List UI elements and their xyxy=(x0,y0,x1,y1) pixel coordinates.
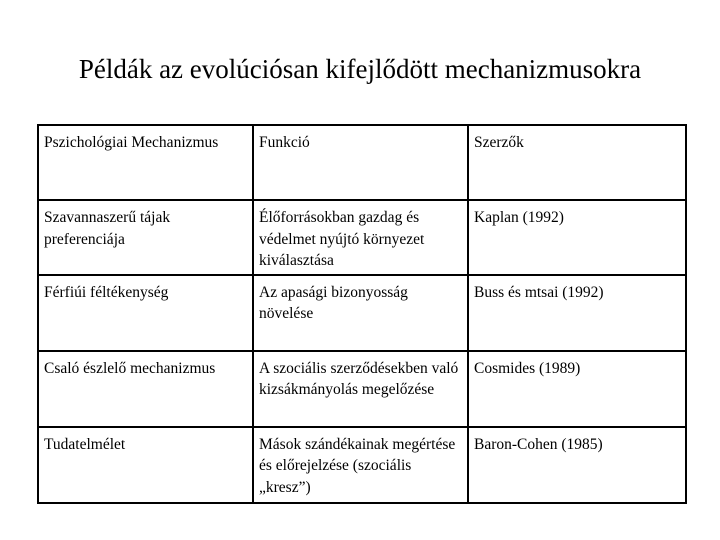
header-cell-function: Funkció xyxy=(253,125,468,200)
table-cell-function: Élőforrásokban gazdag és védelmet nyújtó környezet kiválasztása xyxy=(253,200,468,275)
slide-title: Példák az evolúciósan kifejlődött mechanizmusokra xyxy=(78,54,642,84)
table-header-row xyxy=(38,125,686,200)
table-cell-function: Mások szándékainak megértése és előrejelzése (szociális „kresz”) xyxy=(253,427,468,503)
table-row xyxy=(38,200,686,275)
table-cell-authors: Baron-Cohen (1985) xyxy=(468,427,686,503)
header-cell-authors: Szerzők xyxy=(468,125,686,200)
table-cell-authors: Cosmides (1989) xyxy=(468,351,686,427)
table-cell-authors: Kaplan (1992) xyxy=(468,200,686,275)
table-row xyxy=(38,351,686,427)
table-cell-mechanism: Tudatelmélet xyxy=(38,427,253,503)
table-cell-mechanism: Csaló észlelő mechanizmus xyxy=(38,351,253,427)
table-cell-authors: Buss és mtsai (1992) xyxy=(468,275,686,351)
mechanisms-table xyxy=(37,124,687,504)
table-cell-function: A szociális szerződésekben való kizsákmányolás megelőzése xyxy=(253,351,468,427)
table-cell-mechanism: Férfiúi féltékenység xyxy=(38,275,253,351)
table-cell-mechanism: Szavannaszerű tájak preferenciája xyxy=(38,200,253,275)
table-row xyxy=(38,275,686,351)
header-cell-mechanism: Pszichológiai Mechanizmus xyxy=(38,125,253,200)
table-row xyxy=(38,427,686,503)
table-cell-function: Az apasági bizonyosság növelése xyxy=(253,275,468,351)
